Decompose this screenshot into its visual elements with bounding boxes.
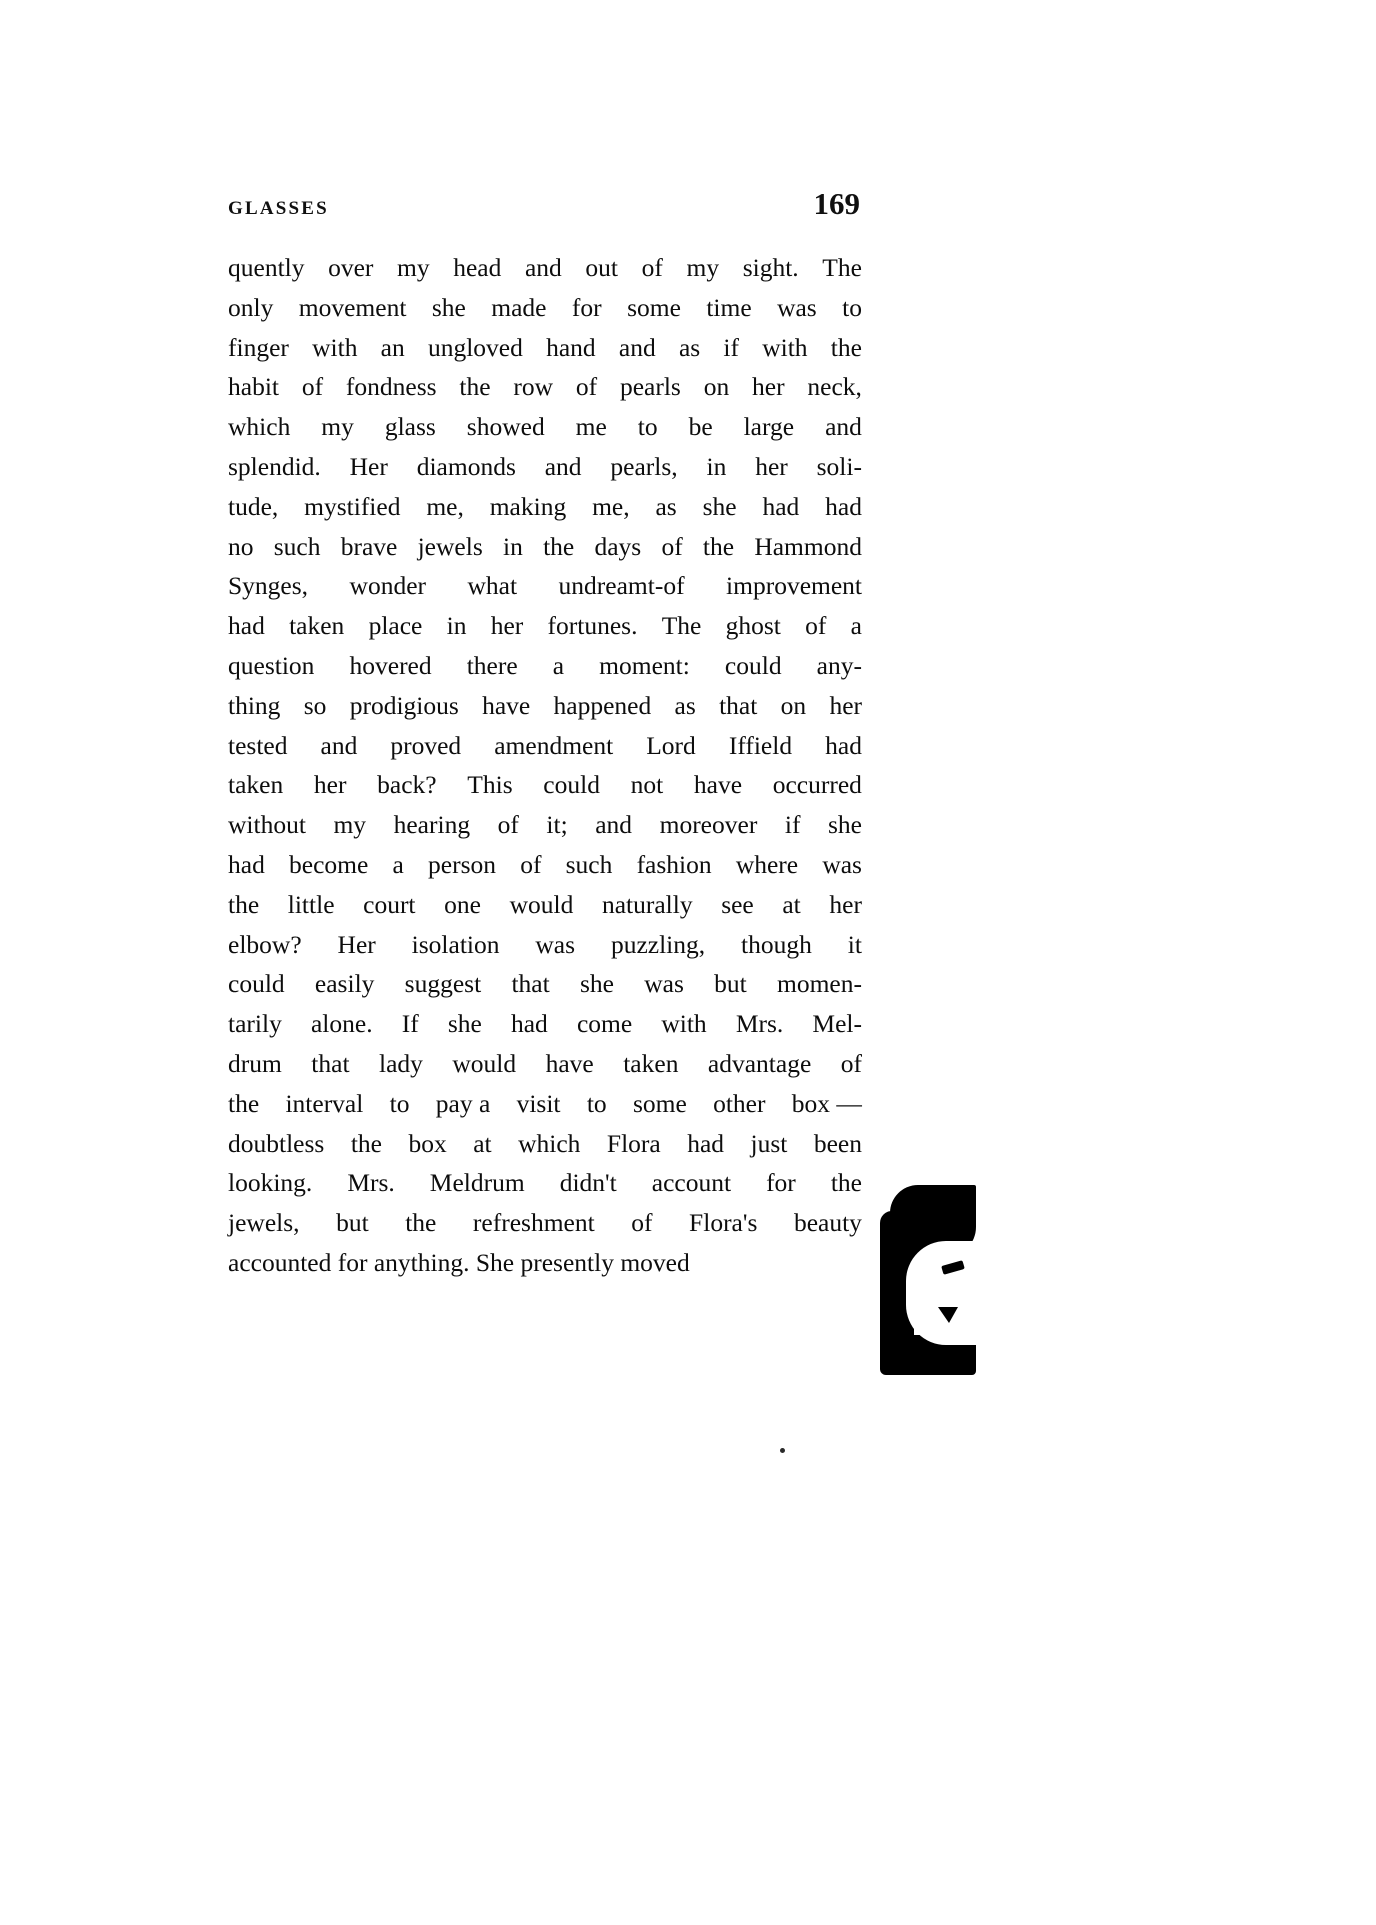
word: for — [571, 292, 602, 322]
word: she — [702, 491, 737, 521]
word: my — [397, 253, 430, 282]
text-line — [228, 566, 862, 606]
text-line — [228, 885, 862, 925]
word: would — [509, 889, 574, 919]
ink-blot-mark — [880, 1185, 976, 1375]
word: she — [828, 810, 862, 840]
word: head — [453, 253, 502, 282]
word: which — [518, 1128, 581, 1158]
word: hovered — [349, 650, 432, 680]
word: become — [289, 849, 369, 879]
word: what — [467, 571, 518, 601]
word: fortunes. — [547, 611, 638, 641]
page-number: 169 — [813, 186, 860, 221]
word: days — [594, 531, 642, 561]
word: of — [840, 1048, 862, 1078]
word: and — [618, 332, 656, 362]
word: her — [752, 372, 785, 402]
word: finger — [228, 332, 289, 362]
word: a — [850, 611, 862, 641]
word: in — [706, 451, 727, 481]
word: see — [721, 889, 754, 919]
word: on — [780, 690, 807, 720]
word: making — [489, 491, 567, 521]
word: If — [401, 1009, 419, 1039]
word: person — [428, 849, 496, 879]
word: movement — [298, 292, 407, 322]
word: not — [630, 770, 664, 800]
word: easily — [314, 969, 375, 999]
word: had — [825, 730, 862, 760]
word: was — [535, 929, 576, 959]
word: row — [513, 372, 554, 402]
word: beauty — [793, 1208, 862, 1238]
word: her — [829, 690, 862, 720]
word: with — [762, 332, 808, 362]
word: moreover — [659, 810, 758, 840]
word: with — [312, 332, 358, 362]
word: have — [545, 1048, 594, 1078]
word: thing — [228, 690, 281, 720]
word: puzzling, — [610, 929, 706, 959]
word: she — [579, 969, 614, 999]
word: her — [313, 770, 347, 800]
word: which — [228, 412, 291, 442]
word: it; — [546, 810, 568, 840]
word: presently — [520, 1247, 614, 1277]
word: her — [490, 611, 524, 641]
word: any- — [816, 650, 862, 680]
text-line — [228, 447, 862, 487]
text-line — [228, 1163, 862, 1203]
word: such — [273, 531, 321, 561]
word: back? — [377, 770, 437, 800]
word: time — [706, 292, 752, 322]
word: and — [825, 412, 862, 442]
word: of — [497, 810, 519, 840]
word: as — [655, 491, 677, 521]
word: Lord — [646, 730, 696, 760]
word: as — [674, 690, 696, 720]
word: undreamt-of — [558, 571, 685, 601]
text-line — [228, 1084, 862, 1124]
word: if — [723, 332, 739, 362]
word: Meldrum — [429, 1168, 525, 1198]
text-line — [228, 925, 862, 965]
text-line — [228, 646, 862, 686]
text-line — [228, 765, 862, 805]
word: the — [459, 372, 491, 402]
word: advantage — [707, 1048, 812, 1078]
word: taken — [623, 1048, 679, 1078]
word: tested — [228, 730, 288, 760]
word: have — [693, 770, 743, 800]
word: Iffield — [728, 730, 793, 760]
text-line — [228, 1243, 862, 1283]
text-line — [228, 407, 862, 447]
word: place — [368, 611, 423, 641]
word: momen- — [777, 969, 862, 999]
word: her — [829, 889, 862, 919]
word: happened — [553, 690, 652, 720]
word: prodigious — [349, 690, 459, 720]
word: she — [431, 292, 466, 322]
word: She — [475, 1247, 515, 1277]
word: my — [333, 810, 367, 840]
word: though — [741, 929, 812, 959]
word: improvement — [726, 571, 862, 601]
text-line — [228, 686, 862, 726]
text-line — [228, 288, 862, 328]
word: pearls, — [610, 451, 678, 481]
word: hearing — [393, 810, 471, 840]
word: suggest — [404, 969, 482, 999]
word: had — [228, 611, 265, 641]
word: mystified — [304, 491, 401, 521]
word: fondness — [345, 372, 437, 402]
text-line — [228, 964, 862, 1004]
word: of — [301, 372, 324, 402]
word: the — [830, 332, 862, 362]
word: splendid. — [228, 451, 321, 481]
word: ungloved — [427, 332, 523, 362]
word: fashion — [636, 849, 712, 879]
word: question — [228, 650, 315, 680]
word: that — [511, 969, 550, 999]
word: sight. — [742, 253, 799, 282]
word: my — [686, 253, 720, 282]
word: in — [502, 531, 523, 561]
word: just — [750, 1128, 788, 1158]
word: some — [627, 292, 681, 322]
word: there — [466, 650, 518, 680]
text-line — [228, 1203, 862, 1243]
word: a — [552, 650, 565, 680]
running-head: GLASSES — [228, 198, 329, 219]
word: of — [575, 372, 598, 402]
text-line — [228, 328, 862, 368]
word: other — [713, 1088, 766, 1118]
word: over — [328, 253, 374, 282]
word: and — [595, 810, 633, 840]
word: to — [842, 292, 862, 322]
word: box — [408, 1128, 447, 1158]
word: tarily — [228, 1009, 282, 1039]
word: of — [641, 253, 663, 282]
word: at — [473, 1128, 492, 1158]
word: some — [632, 1088, 687, 1118]
word: could — [724, 650, 782, 680]
word: at — [782, 889, 801, 919]
word: had — [228, 849, 265, 879]
word: quently — [228, 253, 305, 282]
word: to — [389, 1088, 410, 1118]
text-line — [228, 726, 862, 766]
word: me, — [426, 491, 464, 521]
word: taken — [289, 611, 345, 641]
word: Mrs. — [735, 1009, 784, 1039]
word: didn't — [559, 1168, 617, 1198]
word: refreshment — [472, 1208, 595, 1238]
word: taken — [228, 770, 284, 800]
word: was — [777, 292, 817, 322]
word: with — [661, 1009, 707, 1039]
word: be — [688, 412, 713, 442]
word: such — [565, 849, 613, 879]
word: Mrs. — [347, 1168, 395, 1198]
word: Her — [349, 451, 388, 481]
word: of — [805, 611, 827, 641]
word: visit — [516, 1088, 561, 1118]
word: anything. — [373, 1247, 470, 1277]
text-line — [228, 527, 862, 567]
word: me, — [592, 491, 630, 521]
word: little — [287, 889, 335, 919]
word: but — [336, 1208, 369, 1238]
word: if — [784, 810, 801, 840]
word: had — [762, 491, 800, 521]
word: proved — [390, 730, 462, 760]
word: Mel- — [812, 1009, 862, 1039]
word: a — [392, 849, 404, 879]
word: my — [321, 412, 354, 442]
word: court — [363, 889, 416, 919]
word: Her — [337, 929, 376, 959]
word: tude, — [228, 491, 279, 521]
word: neck, — [807, 372, 862, 402]
word: The — [661, 611, 702, 641]
word: pay a — [435, 1088, 491, 1118]
word: without — [228, 810, 306, 840]
text-line — [228, 1044, 862, 1084]
word: glass — [384, 412, 436, 442]
word: to — [637, 412, 658, 442]
word: account — [651, 1168, 732, 1198]
word: but — [714, 969, 747, 999]
word: for — [337, 1247, 368, 1277]
word: jewels — [417, 531, 483, 561]
word: the — [702, 531, 735, 561]
word: and — [320, 730, 358, 760]
word: no — [228, 531, 254, 561]
word: had — [687, 1128, 725, 1158]
word: The — [822, 253, 862, 282]
word: lady — [379, 1048, 423, 1078]
word: jewels, — [228, 1208, 300, 1238]
text-line — [228, 1124, 862, 1164]
word: the — [830, 1168, 862, 1198]
page-speck — [780, 1448, 785, 1453]
word: doubtless — [228, 1128, 325, 1158]
word: wonder — [349, 571, 427, 601]
word: diamonds — [416, 451, 516, 481]
body-text — [228, 248, 862, 1283]
word: an — [380, 332, 405, 362]
word: soli- — [816, 451, 862, 481]
text-line — [228, 606, 862, 646]
word: been — [813, 1128, 862, 1158]
word: the — [228, 889, 260, 919]
word: the — [405, 1208, 437, 1238]
word: of — [520, 849, 542, 879]
word: had — [825, 491, 862, 521]
word: occurred — [772, 770, 862, 800]
word: brave — [340, 531, 398, 561]
text-line — [228, 845, 862, 885]
word: me — [575, 412, 607, 442]
word: hand — [546, 332, 596, 362]
word: pearls — [619, 372, 681, 402]
word: had — [510, 1009, 548, 1039]
word: This — [467, 770, 513, 800]
word: naturally — [601, 889, 693, 919]
word: ghost — [725, 611, 781, 641]
word: come — [576, 1009, 633, 1039]
word: Flora — [606, 1128, 661, 1158]
word: was — [644, 969, 684, 999]
word: Synges, — [228, 571, 309, 601]
word: accounted — [228, 1247, 332, 1277]
word: it — [847, 929, 862, 959]
text-line — [228, 487, 862, 527]
word: box — — [791, 1088, 862, 1118]
word: interval — [285, 1088, 364, 1118]
page-header — [228, 188, 860, 220]
word: out — [585, 253, 619, 282]
word: and — [544, 451, 582, 481]
word: to — [586, 1088, 607, 1118]
text-line — [228, 805, 862, 845]
word: one — [444, 889, 481, 919]
word: on — [703, 372, 730, 402]
word: moment: — [599, 650, 690, 680]
word: Hammond — [754, 531, 862, 561]
text-line — [228, 367, 862, 407]
word: only — [228, 292, 274, 322]
word: that — [719, 690, 758, 720]
word: made — [491, 292, 547, 322]
word: alone. — [310, 1009, 373, 1039]
word: her — [755, 451, 788, 481]
word: looking. — [228, 1168, 313, 1198]
word: habit — [228, 372, 279, 402]
word: where — [735, 849, 799, 879]
word: so — [303, 690, 327, 720]
word: would — [452, 1048, 517, 1078]
word: could — [228, 969, 285, 999]
word: large — [743, 412, 795, 442]
word: in — [446, 611, 467, 641]
word: that — [311, 1048, 350, 1078]
word: the — [350, 1128, 382, 1158]
word: showed — [466, 412, 545, 442]
word: elbow? — [228, 929, 302, 959]
word: isolation — [411, 929, 500, 959]
word: she — [447, 1009, 482, 1039]
word: amendment — [494, 730, 614, 760]
word: could — [543, 770, 600, 800]
word: and — [524, 253, 562, 282]
text-line — [228, 248, 862, 288]
word: for — [766, 1168, 796, 1198]
word: drum — [228, 1048, 282, 1078]
word: have — [482, 690, 531, 720]
text-line — [228, 1004, 862, 1044]
word: as — [678, 332, 701, 362]
word: of — [631, 1208, 653, 1238]
word: of — [661, 531, 683, 561]
word: Flora's — [689, 1208, 758, 1238]
word: the — [543, 531, 575, 561]
word: the — [228, 1088, 260, 1118]
word: moved — [620, 1247, 690, 1277]
word: was — [822, 849, 862, 879]
